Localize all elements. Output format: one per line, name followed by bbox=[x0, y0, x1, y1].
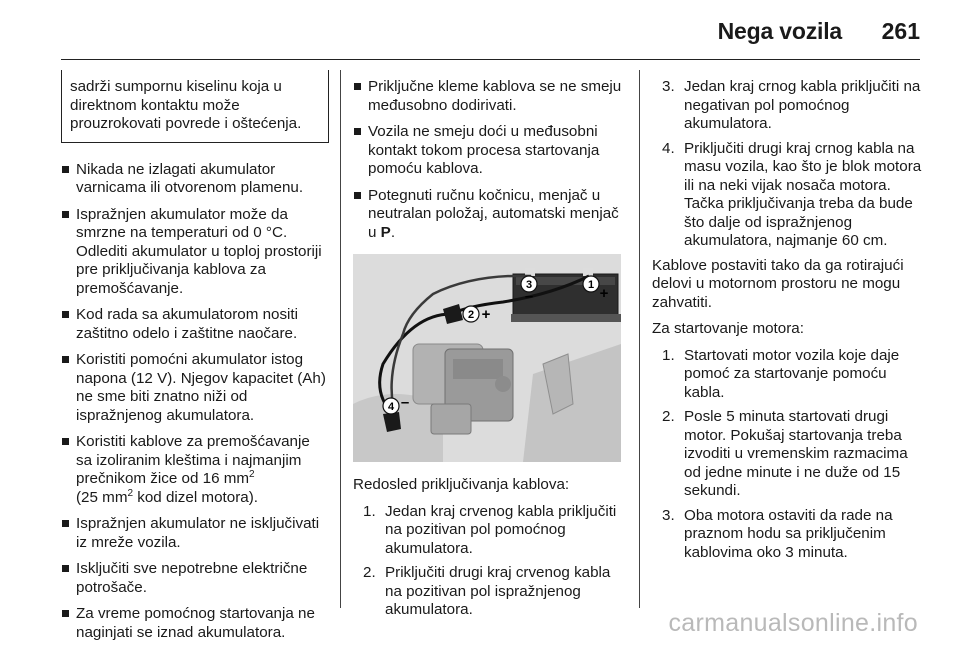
figure-plus-2: + bbox=[481, 306, 491, 323]
list-item-brake bbox=[353, 187, 629, 243]
warning-text: sadrži sumpornu kiselinu koja u direktnom kontaktu može prouzrokovati povrede i oštećenja. bbox=[70, 78, 302, 132]
step-text: Priključiti drugi kraj crnog kabla na masu vozila, kao što je blok motora ili na neki vijak nosača motora. Tačka priključivanja treba da bude što dalje od ispražnjenog akumulatora, najmanje 60 cm. bbox=[684, 139, 922, 249]
step-text: Jedan kraj crnog kabla priključiti na negativan pol pomoćnog akumulatora. bbox=[684, 78, 921, 132]
list-item: Vozila ne smeju doći u međusobni kontakt tokom procesa startovanja pomoću kablova. bbox=[353, 123, 629, 179]
list-item bbox=[652, 140, 924, 251]
list-item bbox=[652, 78, 924, 134]
step-text: Priključiti drugi kraj crvenog kabla na pozitivan pol ispražnjenog akumulatora. bbox=[385, 564, 611, 618]
list-item: Isključiti sve nepotrebne električne potrošače. bbox=[61, 560, 329, 597]
list-item: Nikada ne izlagati akumulator varnicama ili otvorenom plamenu. bbox=[61, 161, 329, 198]
cables-note: Kablove postaviti tako da ga rotirajući delovi u motornom prostoru ne mogu zahvatiti. bbox=[652, 256, 904, 311]
page-number: 261 bbox=[881, 18, 920, 44]
list-item: Ispražnjen akumulator ne isključivati iz mreže vozila. bbox=[61, 515, 329, 552]
connection-steps bbox=[353, 503, 629, 620]
page-title: Nega vozila bbox=[717, 18, 842, 44]
list-item bbox=[652, 507, 924, 563]
step-text: Posle 5 minuta startovati drugi motor. Pokušaj startovanja treba izvoditi u vremenskim razmacima od jedne minute i ne duže od 15 sekundi. bbox=[684, 408, 908, 499]
column-left bbox=[61, 70, 329, 650]
column-middle bbox=[353, 78, 629, 626]
superscript: 2 bbox=[249, 469, 255, 480]
brake-text: Potegnuti ručnu kočnicu, menjač u neutralan položaj, automatski menjač u bbox=[368, 186, 619, 241]
cable-spec-diesel: (25 mm bbox=[76, 488, 128, 506]
list-item: Koristiti pomoćni akumulator istog napona (12 V). Njegov kapacitet (Ah) ne sme biti znatno niži od ispražnjenog akumulatora. bbox=[61, 351, 329, 425]
sequence-heading: Redosled priključivanja kablova: bbox=[353, 476, 570, 493]
figure-label-1: 1 bbox=[587, 279, 595, 291]
column-right bbox=[652, 78, 924, 568]
header-divider bbox=[61, 59, 920, 60]
step-text: Startovati motor vozila koje daje pomoć za startovanje pomoću kabla. bbox=[684, 346, 900, 401]
figure-label-2: 2 bbox=[467, 309, 475, 321]
cable-spec-text: Koristiti kablove za premošćavanje sa izoliranim kleštima i najmanjim prečnikom žice od 16 mm bbox=[76, 433, 310, 487]
step-number: 3. bbox=[662, 506, 675, 524]
list-item: Ispražnjen akumulator može da smrzne na temperaturi od 0 °C. Odlediti akumulator u toploj prostoriji pre priključivanja kablova za premošćavanje. bbox=[61, 206, 329, 299]
step-number: 4. bbox=[662, 139, 675, 157]
step-text: Jedan kraj crvenog kabla priključiti na pozitivan pol pomoćnog akumulatora. bbox=[385, 502, 617, 557]
step-number: 1. bbox=[363, 502, 376, 520]
gear-selector-letter: P bbox=[380, 223, 391, 241]
superscript: 2 bbox=[127, 487, 134, 499]
list-item: Za vreme pomoćnog startovanja ne naginjati se iznad akumulatora. bbox=[61, 605, 329, 642]
start-steps bbox=[652, 347, 924, 563]
figure-plus-1: + bbox=[599, 285, 609, 302]
list-item bbox=[652, 408, 924, 501]
start-heading: Za startovanje motora: bbox=[652, 320, 804, 337]
step-number: 2. bbox=[662, 408, 675, 425]
step-number: 2. bbox=[363, 564, 376, 581]
step-number: 1. bbox=[662, 346, 675, 364]
jump-start-illustration bbox=[353, 254, 621, 462]
figure-minus-3: – bbox=[524, 288, 534, 305]
watermark: carmanualsonline.info bbox=[668, 609, 918, 637]
list-item bbox=[652, 347, 924, 403]
connection-steps-continued bbox=[652, 78, 924, 251]
column-divider-2 bbox=[639, 70, 640, 608]
list-item: Priključne kleme kablova se ne smeju međusobno dodirivati. bbox=[353, 78, 629, 115]
figure-label-3: 3 bbox=[525, 279, 533, 291]
step-number: 3. bbox=[662, 78, 675, 95]
safety-list bbox=[61, 161, 329, 643]
brake-text-end: . bbox=[390, 223, 396, 241]
list-item bbox=[353, 503, 629, 559]
precaution-list bbox=[353, 78, 629, 242]
list-item: Kod rada sa akumulatorom nositi zaštitno odelo i zaštitne naočare. bbox=[61, 306, 329, 343]
cable-spec-diesel-end: kod dizel motora). bbox=[133, 488, 258, 506]
list-item bbox=[353, 564, 629, 620]
step-text: Oba motora ostaviti da rade na praznom hodu sa priključenim kablovima oko 3 minuta. bbox=[684, 506, 893, 561]
warning-box bbox=[61, 70, 329, 143]
figure-label-4: 4 bbox=[387, 401, 395, 413]
figure-minus-4: – bbox=[400, 394, 410, 411]
list-item-cable-spec bbox=[61, 433, 329, 507]
column-divider-1 bbox=[340, 70, 341, 608]
